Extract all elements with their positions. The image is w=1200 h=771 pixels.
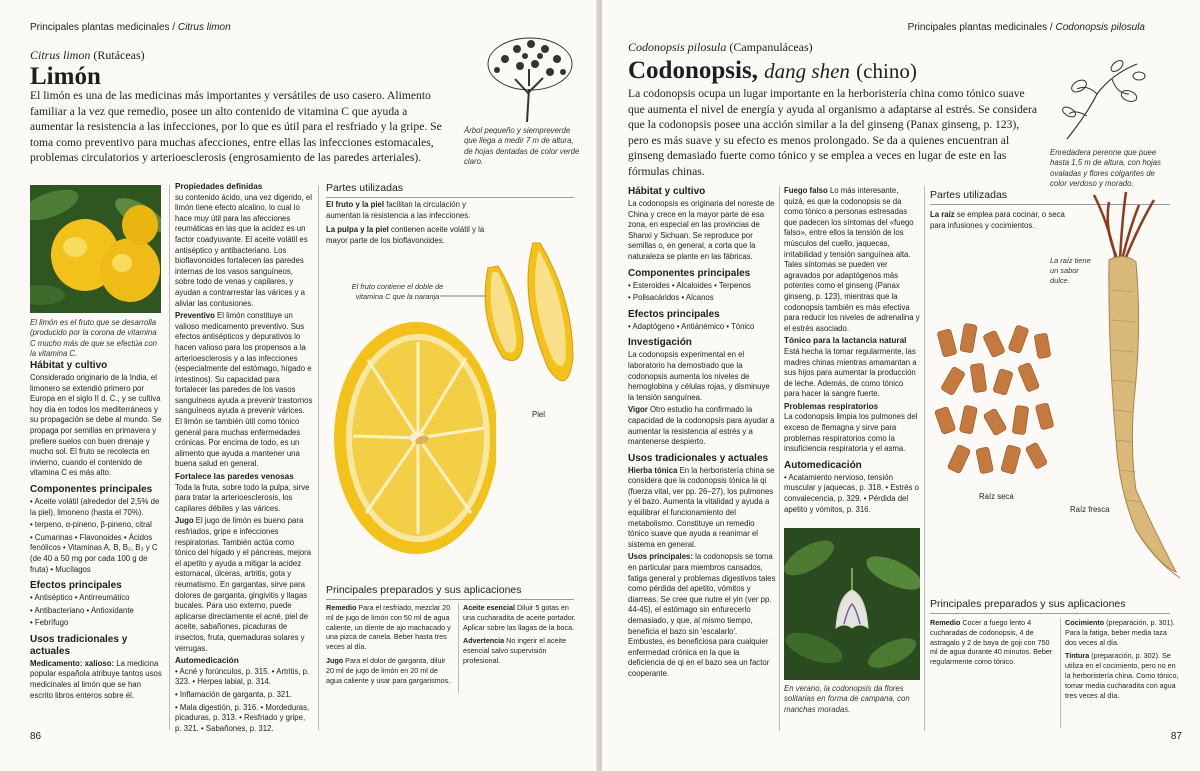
left-column-2 [175,182,313,736]
fruit-part-lead: El fruto y la piel [326,200,385,209]
research-text: La codonopsis experimental en el laboratorio ha demostrado que la codonopsis aumenta los niveles de hemoglobina y células rojas, y disminuye la tensión sanguínea. [628,350,770,402]
running-head-species: Codonopsis pilosula [1055,22,1145,33]
prep-decoction-body: Para la fatiga, beber media taza dos veces al día. [1065,627,1167,647]
prep-oil-lead: Aceite esencial [463,603,515,612]
preventive-text [175,311,313,470]
title-main: Codonopsis, [628,57,758,84]
prep-warning-lead: Advertencia [463,636,505,646]
prep-oil [463,603,581,632]
preparations-column-2 [1065,618,1180,702]
effects-heading: Efectos principales [628,308,720,320]
veins-heading: Fortalece las paredes venosas [175,472,294,482]
prep-warning-body: No ingerir el aceite esencial salvo supervisión profesional. [463,636,567,665]
effect-item-1: Antiséptico • Antirreumático [34,593,130,603]
lemon-tree-illustration [475,34,585,124]
pulp-part-lead: La pulpa y la piel [326,225,389,235]
pulp-part-body: contienen aceite volátil y la mayor parte de los bioflavonoides. [326,225,485,245]
self-med-item-1: Acatamiento nervioso, tensión muscular y jaquecas, p. 318. • Estrés o convalecencia, p. 329. • Pérdida del apetito y vómitos, p. 316. [784,472,919,514]
research-heading: Investigación [628,337,692,349]
fruit-label: El fruto contiene el doble de vitamina C que la naranja [351,282,444,301]
juice-body: El jugo de limón es bueno para resfriados, gripe e infecciones respiratorias. También actúa como tónico del hígado y el páncreas, mejora el apetito y ayuda a mitigar la acidez estomacal, úlceras, artritis, gota y reumatismo. En gargantas, sirve para dolores de garganta, gingivitis y llagas bucales. Para uso externo, puede aplicarse directamente el acné, piel de aceite, sabañones, picaduras de insectos, fruta, quemaduras solares y verrugas. [175,516,312,653]
component-item: • Cumarinas • Flavonoides • Ácidos fenólicos • Vitaminas A, B, B₂, B₃ y C (de 40 a 50 mg por cada 100 g de fruta) • Mucílagos [30,532,158,574]
page-number-left: 86 [30,731,42,742]
components-heading: Componentes principales [30,483,153,495]
prep-warning [463,636,581,665]
prep-juice-lead: Jugo [326,655,344,665]
component-item-2: terpeno, α-pineno, β-pineno, citral [34,520,152,530]
column-divider [318,185,319,730]
self-med-item: • Acatamiento nervioso, tensión muscular y jaquecas, p. 318. • Estrés o convalecencia, p. 329. • Pérdida del apetito y vómitos, p. 316. [784,472,919,514]
prep-decoction [1065,618,1180,647]
prep-decoction-ref: (preparación, p. 301). [1106,618,1175,627]
dried-root-label: Raíz seca [979,492,1014,501]
properties-text: su contenido ácido, una vez digerido, el limón tiene efecto alcalino, lo cual lo hace muy útil para las afecciones reumáticas en las que la acidez es un factor coadyuvante. El aceite volátil es antiséptico y antibacteriano. Los bioflavonoides fortalecen las paredes internas de los vasos sanguíneos, sobre todo de venas y capilares, y ayudan a contrarrestar las várices y a aliviar las contusiones. [175,192,312,308]
prep-oil-body: Diluir 5 gotas en una cucharadita de aceite portador. Aplicar sobre las llagas de la boca. [463,603,576,632]
self-med-item-3: Mala digestión, p. 316. • Mordeduras, picaduras, p. 313. • Resfriado y gripe, p. 321. • Sabañones, p. 312. [175,702,310,733]
prep-juice [326,656,454,685]
running-head-species: Citrus limon [177,22,231,33]
component-item-1: Aceite volátil (alrededor del 2,5% de la piel), limoneno (hasta el 70%). [30,496,160,517]
right-column-2 [784,186,920,517]
component-item-3: Cumarinas • Flavonoides • Ácidos fenólicos • Vitaminas A, B, B₂, B₃ y C (de 40 a 50 mg por cada 100 g de fruta) • Mucílagos [30,532,158,574]
title-alt-name: dang shen [764,59,850,83]
tonic-herb-lead: Hierba tónica [628,465,678,475]
respiratory-text: La codonopsis limpia los pulmones del exceso de flemagna y sirve para problemas respiratorios como la insuficiencia respiratoria y el asma. [784,412,918,454]
self-medication-heading: Automedicación [784,459,862,471]
lemon-peel-illustration [478,238,583,403]
root-part-text [930,210,1070,231]
codonopsis-flower-photo [784,528,920,680]
component-item: • Aceite volátil (alrededor del 2,5% de la piel), limoneno (hasta el 70%). [30,496,160,517]
effect-item-3: Febrífugo [34,618,69,628]
prep-remedy [930,618,1055,667]
preventive-lead: Preventivo [175,311,215,321]
fruit-part-text [326,200,501,221]
self-med-item: • Mala digestión, p. 316. • Mordeduras, picaduras, p. 313. • Resfriado y gripe, p. 321. • Sabañones, p. 312. [175,702,310,733]
self-med-item: • Inflamación de garganta, p. 321. [175,689,292,699]
pulp-part-text [326,225,501,246]
effect-item-1: Adaptógeno • Antiánémico • Tónico [632,321,755,331]
component-item: • Polisacáridos • Alcanos [628,293,714,303]
column-divider [924,186,925,731]
prep-tincture-lead: Tintura [1065,651,1090,661]
false-fire-text [784,186,920,334]
page-number-right: 87 [1170,731,1182,742]
uses-lead: Medicamento: xalioso: [30,658,115,668]
root-label: La raíz tiene un sabor dulce. [1050,256,1091,285]
page-title [628,58,917,83]
effect-item: • Antibacteriano • Antioxidante [30,605,134,615]
uses-text [30,659,162,701]
vigor-lead: Vigor [628,405,648,415]
prep-remedy-lead: Remedio [326,603,357,612]
preparations-column-1 [326,603,454,687]
lemon-tree-photo [30,185,161,313]
preparations-heading: Principales preparados y sus aplicaciones [326,584,574,600]
component-item: • terpeno, α-pineno, β-pineno, citral [30,520,152,530]
dried-root-illustration [932,320,1062,485]
vine-caption: Enredadera perenne que puee hasta 1,5 m de altura, con hojas ovaladas y flores colgantes de color verdoso y morado. [1050,148,1161,189]
preparations-column-1 [930,618,1055,669]
self-med-item-2: Inflamación de garganta, p. 321. [179,689,292,699]
habitat-text: Considerado originario de la India, el limonero se extendió primero por Europa en el siglo II d. C., y se cultiva hoy día en todos los mediterráneos y su propagación se debe al mundo. Se propaga por semillas en primavera y prefiere suelos con buen drenaje y mucho sol. El fruto se recolecta en invierno, cuando el contenido de vitamina C es más alto. [30,373,162,478]
respiratory-heading: Problemas respiratorios [784,401,879,411]
right-page [602,0,1200,771]
component-item-1: Esteroides • Alcaloides • Terpenos [632,280,751,290]
column-divider [458,603,459,693]
family-name: (Campanuláceas) [729,40,813,54]
codonopsis-vine-illustration [1057,54,1152,144]
prep-decoction-lead: Cocimiento [1065,618,1105,627]
self-medication-heading: Automedicación [175,656,239,666]
effect-item: • Antiséptico • Antirreumático [30,593,130,603]
running-head-left [30,22,231,33]
habitat-heading: Hábitat y cultivo [628,186,706,197]
self-med-item: • Acné y forúnculos, p. 315. • Artritis, p. 323. • Herpes labial, p. 314. [175,666,310,687]
tonic-herb-text [628,466,776,551]
flower-caption: En verano, la codonopsis da flores solitarias en forma de campana, con manchas moradas. [784,684,910,714]
left-column-1 [30,360,162,703]
column-divider [169,185,170,730]
running-head-prefix: Principales plantas medicinales / [907,22,1053,33]
prep-tincture-ref: (preparación, p. 302). [1091,651,1160,661]
self-med-item-1: Acné y forúnculos, p. 315. • Artritis, p. 323. • Herpes labial, p. 314. [175,666,310,687]
lactation-text: Está hecha la tomar regularmente, las madres chinas mientras amamantan a sus hijos para aumentar la producción de leche. Además, de como tónico para hacer la sangre fuerte. [784,346,917,399]
preparations-heading: Principales preparados y sus aplicaciones [930,598,1170,614]
vigor-text [628,405,776,447]
uses-body: La medicina popular española atribuye tantos usos medicinales al limón que se han escrito libros enteros sobre él. [30,658,162,700]
right-column-1 [628,186,776,682]
parts-used-heading: Partes utilizadas [326,182,574,198]
species-latin-name [30,48,145,63]
title-language: (chino) [856,59,917,83]
main-uses-text [628,552,776,679]
prep-juice-body: Para el dolor de garganta, diluir 20 ml de jugo de limón en 20 ml de agua caliente y usar para gargarismos. [326,655,451,685]
tonic-herb-body: En la herboristería china se considera que la codonopsis tónica la qi (fuerza vital, ver pp. 26–27), los pulmones y el bazo. Aumenta la vitalidad y ayuda a equilibrar el funcionamiento del metabolismo. Constituye un remedio tónico suave que ayuda a reanimar el sistema en general. [628,465,775,549]
component-item: • Esteroides • Alcaloides • Terpenos [628,280,751,290]
prep-tincture [1065,651,1180,700]
effect-item-2: Antibacteriano • Antioxidante [34,605,134,615]
prep-remedy-body: Para el resfriado, mezclar 20 ml de jugo de limón con 50 ml de agua caliente, un diente de ajo machacado y una pizca de canela. Beber hasta tres veces al día. [326,603,451,652]
column-divider [779,186,780,731]
lactation-heading: Tónico para la lactancia natural [784,336,907,346]
column-divider [1060,618,1061,728]
parts-used-text [930,210,1070,233]
left-page [0,0,598,771]
components-heading: Componentes principales [628,267,751,279]
peel-label: Piel [532,410,546,419]
properties-heading: Propiedades definidas [175,182,263,191]
prep-tincture-body: Se utiliza en el cocimiento, pero no en la herboristería china. Como tónico, tomar media cucharadita con agua tres veces al día. [1065,651,1179,700]
main-uses-lead: Usos principales: [628,552,693,562]
main-uses-body: la codonopsis se toma en particular para miembros cansados, fatiga general y problemas digestivos tales como pérdida del apetito, vómitos y diarreas. Se cree que nutre el yin (ver pp. 44-45), el estómago sin enfurecerlo demasiado, y que, al mismo tiempo, beneficia el bazo sin 'escalarlo'. Embustes, es beneficiosa para cualquier enfermedad crónica en la que la deficiencia de qi en el bazo sea un factor cooperante. [628,552,776,678]
juice-text [175,516,313,654]
prep-remedy-body: Cocer a fuego lento 4 cucharadas de codonopsis, 4 de astragalo y 2 de baya de goji con 750 ml de agua durante 40 minutos. Beber regularmente como tónico. [930,618,1053,667]
lemon-half-illustration [326,318,496,558]
fresh-root-illustration [1064,190,1184,580]
parts-used-heading: Partes utilizadas [930,189,1170,205]
latin-name: Codonopsis pilosula [628,40,727,54]
tree-caption: Árbol pequeño y siempreverde que llega a medir 7 m de altura, de hojas dentadas de color verde claro. [464,126,580,167]
habitat-heading: Hábitat y cultivo [30,360,108,371]
uses-heading: Usos tradicionales y actuales [628,452,769,464]
prep-remedy [326,603,454,652]
fruit-part-body: facilitan la circulación y aumentan la resistencia a las infecciones. [326,200,471,220]
habitat-text: La codonopsis es originaria del noreste de China y crece en la mayor parte de esa zona, en especial en las provincias de Shanxi y Sichuan. Se reproduce por semillas o, en general, a corta que la naturaleza se plante en las fábricas. [628,199,775,261]
species-latin-name [628,40,813,55]
prep-remedy-lead: Remedio [930,618,961,627]
effects-heading: Efectos principales [30,580,122,592]
latin-name: Citrus limon [30,48,91,62]
false-fire-lead: Fuego falso [784,186,828,195]
effect-item: • Adaptógeno • Antiánémico • Tónico [628,321,755,331]
intro-paragraph: El limón es una de las medicinas más importantes y versátiles de uso casero. Alimento familiar a la vez que remedio, posee un alto contenido de vitamina C que ayuda a aumentar la resistencia a las infecciones, por lo que es útil para el resfriado y la gripe. Se toma como preventivo para muchas afecciones, entre ellas las infecciones estomacales, problemas circulatorios y arterioesclerosis (engrosamiento de las paredes arteriales). [30,89,442,164]
uses-heading: Usos tradicionales y actuales [30,633,128,657]
vigor-body: Otro estudio ha confirmado la capacidad de la codonopsis para ayudar a aumentar la resistencia al estrés y a mantenerse despierto. [628,405,775,447]
component-item-2: Polisacáridos • Alcanos [632,293,714,303]
veins-text: Toda la fruta, sobre todo la pulpa, sirve para tratar la arterioesclerosis, los capilares débiles y las várices. [175,482,310,513]
false-fire-body: Lo más interesante, quizá, es que la codonopsis se da como tónico a personas estresadas que padecen los síntomas del «fuego falso», entre ellos la tensión de los músculos del cuello, jaquecas, irritabilidad y tensión sanguínea alta. Tales síntomas se pueden ver agravados por adaptógenos más potentes como el ginseng (Panax ginseng, p. 123), mientras que la codonopsis también es más efectiva para reducir los niveles de adrenalina y el estrés asociado. [784,186,920,333]
family-name: (Rutáceas) [93,48,145,62]
fresh-root-label: Raíz fresca [1070,505,1110,514]
parts-used-text [326,200,501,248]
root-part-body: se emplea para cocinar, o seca para infusiones y cocimientos. [930,210,1065,230]
intro-paragraph: La codonopsis ocupa un lugar importante en la herboristería china como tónico suave que aumenta el nivel de energía y ayuda al organismo a adaptarse al estrés. Se considera que la codonopsis posee una acción similar a la del ginseng (Panax ginseng, p. 123), pero es más suave y su efecto es menos prolongado. Se da a quienes encuentran al ginseng demasiado fuerte como tónico y se emplea a veces en lugar de este en las fórmulas chinas. [628,87,1038,178]
photo-caption: El limón es el fruto que se desarrolla (producido por la corona de vitamina C mucho más de que se efectúa con la vitamina C. [30,318,157,359]
running-head-right [908,22,1145,33]
running-head-prefix: Principales plantas medicinales / [30,22,176,33]
juice-lead: Jugo [175,516,194,526]
effect-item: • Febrífugo [30,618,69,628]
preparations-column-2 [463,603,581,668]
page-title: Limón [30,63,101,90]
root-part-lead: La raíz [930,210,955,219]
preventive-body: El limón constituye un valioso medicamento preventivo. Sus efectos antisépticos y depurativos lo hacen valioso para los propensos a la arterioesclerosis y a las infecciones (especialmente del estómago, hígado e intestinos). Su capacidad para fortalecer las paredes de los vasos sanguíneos ayuda a prevenir trastornos sanguíneos ayuda a prevenir várices. El limón se también útil como tónico general para muchas enfermedades crónicas. Por encima de todo, es un alimento que ayuda a mantener una buena salud en general. [175,311,313,469]
